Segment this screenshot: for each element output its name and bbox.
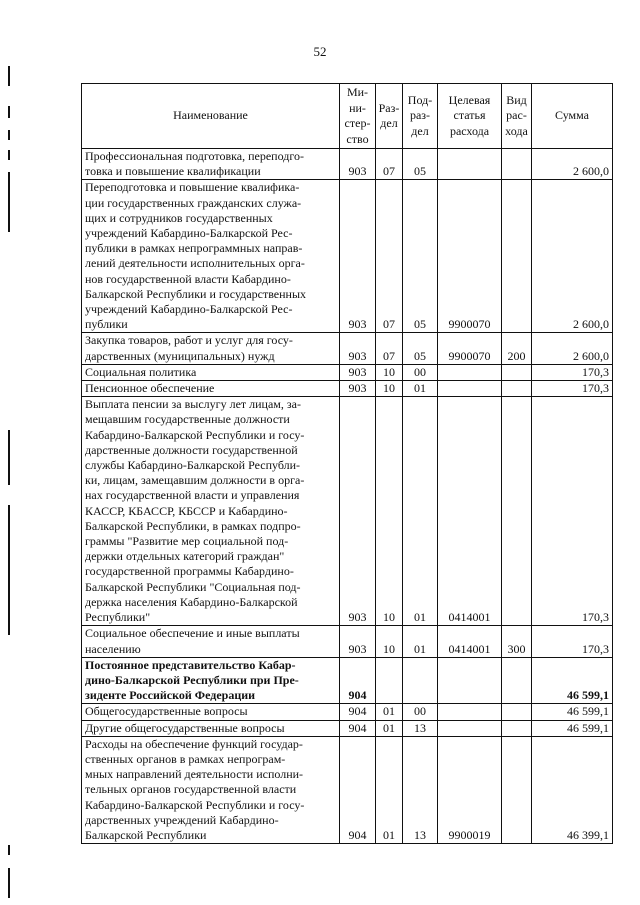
row-target: 9900019 [438,736,502,843]
row-section: 07 [376,180,403,333]
scan-edge-mark [8,172,10,232]
budget-table [81,83,613,844]
row-ministry: 903 [340,626,376,657]
row-subsection: 05 [403,333,438,364]
row-name: Выплата пенсии за выслугу лет лицам, за- мещавшим государственные должности Кабардино-Балкарской Республики и госу- дарственные должности государственной службы Кабардино-Балкарской Республи- ки, лицам, замещавшим должности в орга- нах государственной власти и управления КАССР, КБАССР, КБССР и Кабардино- Балкарской Республики, в рамках подпро- граммы "Развитие мер социальной под- держки отдельных категорий граждан" государственной программы Кабардино- Балкарской Республики "Социальная под- держка населения Кабардино-Балкарской Республики" [82,397,340,626]
row-section: 10 [376,381,403,397]
row-ministry: 903 [340,364,376,380]
row-subsection: 13 [403,720,438,736]
row-name: Социальное обеспечение и иные выплаты населению [82,626,340,657]
row-amount: 46 599,1 [532,704,613,720]
header-subsection: Под- раз- дел [403,84,438,149]
row-ministry: 903 [340,397,376,626]
row-amount: 46 599,1 [532,657,613,704]
row-section: 01 [376,736,403,843]
header-ministry: Ми- ни- стер- ство [340,84,376,149]
row-amount: 46 599,1 [532,720,613,736]
row-name: Постоянное представительство Кабар- дино-Балкарской Республики при Пре- зиденте Российской Федерации [82,657,340,704]
row-name: Расходы на обеспечение функций государ- ственных органов в рамках непрограм- мных направлений деятельности исполни- тельных органов государственной власти Кабардино-Балкарской Республики и госу- дарственных учреждений Кабардино- Балкарской Республики [82,736,340,843]
header-name: Наименование [82,84,340,149]
row-target: 9900070 [438,333,502,364]
row-section [376,657,403,704]
row-type [502,364,532,380]
table-body [82,149,613,844]
header-type: Вид рас- хода [502,84,532,149]
table-row [82,180,613,333]
row-target [438,704,502,720]
row-ministry: 904 [340,704,376,720]
row-amount: 2 600,0 [532,149,613,180]
header-amount: Сумма [532,84,613,149]
table-row [82,626,613,657]
row-target [438,657,502,704]
header-row [82,84,613,149]
scan-edge-mark [8,868,10,898]
row-ministry: 903 [340,333,376,364]
row-type [502,149,532,180]
row-type [502,381,532,397]
table-row [82,704,613,720]
row-subsection: 00 [403,364,438,380]
row-subsection: 13 [403,736,438,843]
row-ministry: 904 [340,736,376,843]
row-name: Другие общегосударственные вопросы [82,720,340,736]
row-amount: 170,3 [532,364,613,380]
row-target [438,381,502,397]
row-subsection [403,657,438,704]
table-row [82,736,613,843]
row-amount: 2 600,0 [532,180,613,333]
row-ministry: 903 [340,180,376,333]
row-target: 0414001 [438,397,502,626]
table-row [82,364,613,380]
row-name: Социальная политика [82,364,340,380]
row-type: 300 [502,626,532,657]
row-section: 10 [376,626,403,657]
row-target [438,149,502,180]
row-type [502,720,532,736]
table-row [82,720,613,736]
row-type [502,736,532,843]
scan-edge-mark [8,430,10,485]
row-type [502,180,532,333]
row-name: Закупка товаров, работ и услуг для госу- дарственных (муниципальных) нужд [82,333,340,364]
row-name: Пенсионное обеспечение [82,381,340,397]
table-row [82,381,613,397]
row-subsection: 00 [403,704,438,720]
row-section: 01 [376,720,403,736]
row-subsection: 01 [403,381,438,397]
row-amount: 46 399,1 [532,736,613,843]
header-section: Раз- дел [376,84,403,149]
row-section: 10 [376,397,403,626]
table-row [82,657,613,704]
row-section: 07 [376,149,403,180]
scan-edge-mark [8,150,10,160]
row-target: 0414001 [438,626,502,657]
row-name: Профессиональная подготовка, переподго- товка и повышение квалификации [82,149,340,180]
table-row [82,149,613,180]
row-type [502,397,532,626]
row-target: 9900070 [438,180,502,333]
row-section: 07 [376,333,403,364]
row-target [438,720,502,736]
table-row [82,333,613,364]
scan-edge-mark [8,505,10,635]
scan-edge-mark [8,845,10,855]
row-ministry: 904 [340,720,376,736]
row-ministry: 903 [340,381,376,397]
row-type: 200 [502,333,532,364]
row-ministry: 903 [340,149,376,180]
row-subsection: 05 [403,180,438,333]
row-type [502,704,532,720]
row-subsection: 01 [403,397,438,626]
row-subsection: 01 [403,626,438,657]
row-amount: 170,3 [532,381,613,397]
row-ministry: 904 [340,657,376,704]
row-target [438,364,502,380]
header-target: Целевая статья расхода [438,84,502,149]
scan-edge-mark [8,66,10,86]
row-subsection: 05 [403,149,438,180]
row-amount: 2 600,0 [532,333,613,364]
row-amount: 170,3 [532,397,613,626]
row-name: Общегосударственные вопросы [82,704,340,720]
scan-edge-mark [8,106,10,118]
row-amount: 170,3 [532,626,613,657]
table-row [82,397,613,626]
row-name: Переподготовка и повышение квалифика- ции государственных гражданских служа- щих и сотрудников государственных учреждений Кабардино-Балкарской Рес- публики в рамках непрограммных направ- лений деятельности исполнительных орга- нов государственной власти Кабардино- Балкарской Республики и государственных учреждений Кабардино-Балкарской Рес- публики [82,180,340,333]
page-number: 52 [313,44,327,59]
scan-edge-mark [8,130,10,140]
row-type [502,657,532,704]
row-section: 10 [376,364,403,380]
row-section: 01 [376,704,403,720]
